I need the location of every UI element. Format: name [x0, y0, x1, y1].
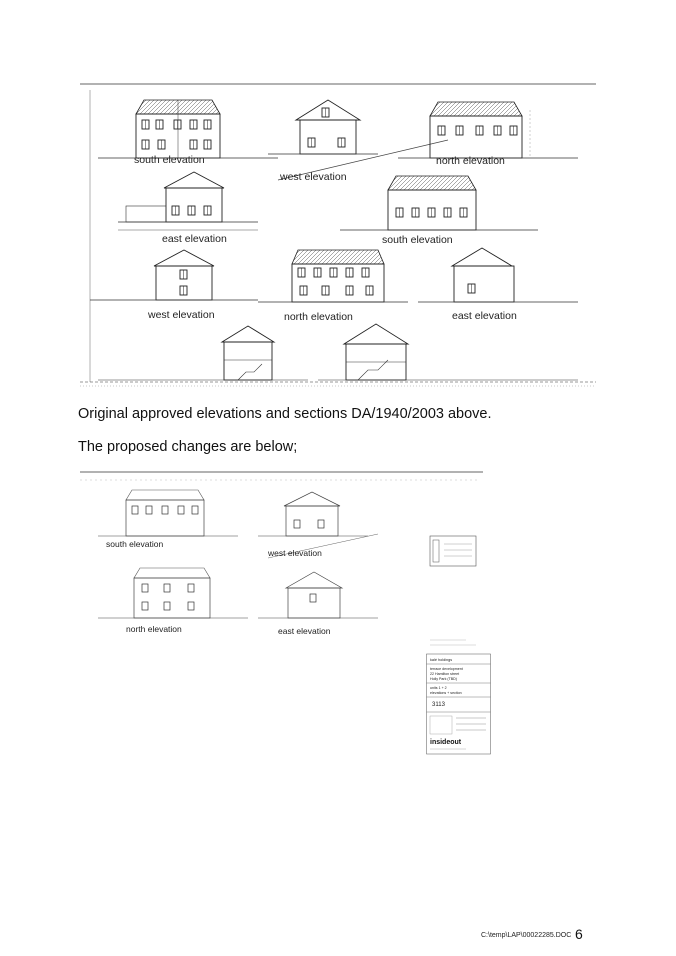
- south-elevation-2: [340, 176, 538, 230]
- proposed-south-elevation: [98, 490, 238, 536]
- drawing-title-block: [426, 636, 492, 758]
- proposed-east-elevation: [258, 572, 378, 618]
- elevation-label: south elevation: [134, 154, 205, 166]
- title-block-project-line: 22 Hamilton street: [430, 672, 460, 676]
- elevation-label: north elevation: [126, 624, 182, 634]
- west-elevation-2: [90, 250, 258, 300]
- original-elevations-drawing: [78, 80, 598, 400]
- elevation-label: north elevation: [284, 311, 353, 323]
- proposed-north-elevation: [98, 568, 248, 618]
- elevation-label: west elevation: [280, 171, 347, 183]
- elevation-label: north elevation: [436, 155, 505, 167]
- title-block-project-line: terrace development: [430, 667, 463, 671]
- caption-proposed-changes: The proposed changes are below;: [78, 439, 298, 455]
- title-block-drawing-number: 3113: [432, 702, 445, 708]
- title-block-drawing-title: elevations + section: [430, 691, 462, 695]
- page-number: 6: [575, 926, 583, 942]
- north-elevation-1: [398, 102, 578, 158]
- elevation-label: west elevation: [268, 548, 322, 558]
- elevation-label: east elevation: [278, 626, 331, 636]
- proposed-elevations-drawing: [78, 468, 488, 660]
- caption-original-elevations: Original approved elevations and sections DA/1940/2003 above.: [78, 406, 492, 422]
- elevation-label: east elevation: [452, 310, 517, 322]
- title-block-brand: insideout: [430, 739, 462, 746]
- document-file-path: C:\temp\LAP\00022285.DOC: [481, 932, 572, 939]
- west-elevation-1: [268, 100, 448, 180]
- elevation-label: east elevation: [162, 233, 227, 245]
- south-elevation-1: [98, 100, 278, 158]
- elevation-label: west elevation: [148, 309, 215, 321]
- east-elevation-1: [118, 172, 258, 230]
- section-b: [318, 324, 578, 380]
- title-block-project-line: Holly Park (TBD): [430, 677, 457, 681]
- east-elevation-2: [418, 248, 578, 302]
- title-block-client: kalé holdings: [430, 658, 453, 662]
- small-plan-box: [430, 536, 476, 566]
- title-block-units: units 1 + 2: [430, 686, 447, 690]
- north-elevation-2: [258, 250, 408, 302]
- elevation-label: south elevation: [106, 539, 164, 549]
- section-a: [98, 326, 308, 380]
- elevation-label: south elevation: [382, 234, 453, 246]
